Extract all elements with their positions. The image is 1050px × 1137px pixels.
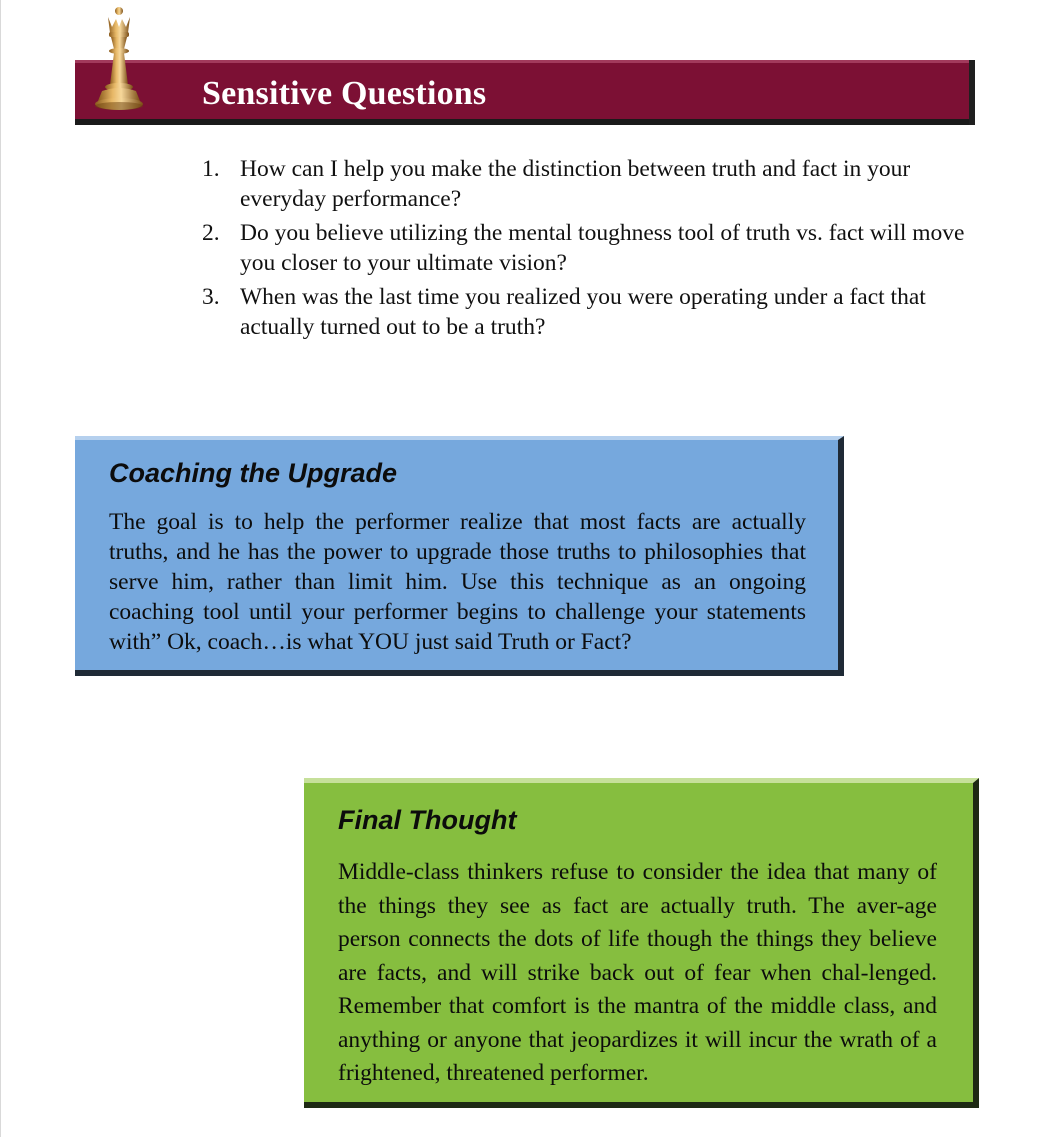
page-edge [0,0,1,1137]
question-number: 3. [202,284,220,310]
final-thought-heading: Final Thought [338,805,517,835]
question-item [196,282,996,342]
final-thought-callout [304,778,979,1108]
question-number: 2. [202,220,220,246]
question-text: When was the last time you realized you were operating under a fact that actually turned out to be a truth? [240,284,926,340]
coaching-body: The goal is to help the performer realize that most facts are actually truths, and he has the power to upgrade those truths to philosophies that serve him, rather than limit him. Use this technique as an ongoing coaching tool until your performer begins to challenge your statements with” Ok, coach…is what YOU just said Truth or Fact? [109,509,806,655]
question-text: Do you believe utilizing the mental toughness tool of truth vs. fact will move you closer to your ultimate vision? [240,220,965,276]
coaching-heading: Coaching the Upgrade [109,458,398,488]
section-banner [75,60,975,125]
question-item [196,218,996,278]
final-thought-body: Middle-class thinkers refuse to consider the idea that many of the things they see as fact are actually truth. The aver-age person connects the dots of life though the things they believe are facts, and will strike back out of fear when chal-lenged. Remember that comfort is the mantra of the middle class, and anything or anyone that jeopardizes it will incur the wrath of a frightened, threatened performer. [338,859,937,1086]
question-text: How can I help you make the distinction between truth and fact in your everyday performance? [240,156,911,212]
question-number: 1. [202,156,220,182]
section-title: Sensitive Questions [202,75,487,112]
coaching-callout [75,436,844,676]
chess-queen-icon [88,5,150,113]
questions-list [196,154,996,346]
question-item [196,154,996,214]
